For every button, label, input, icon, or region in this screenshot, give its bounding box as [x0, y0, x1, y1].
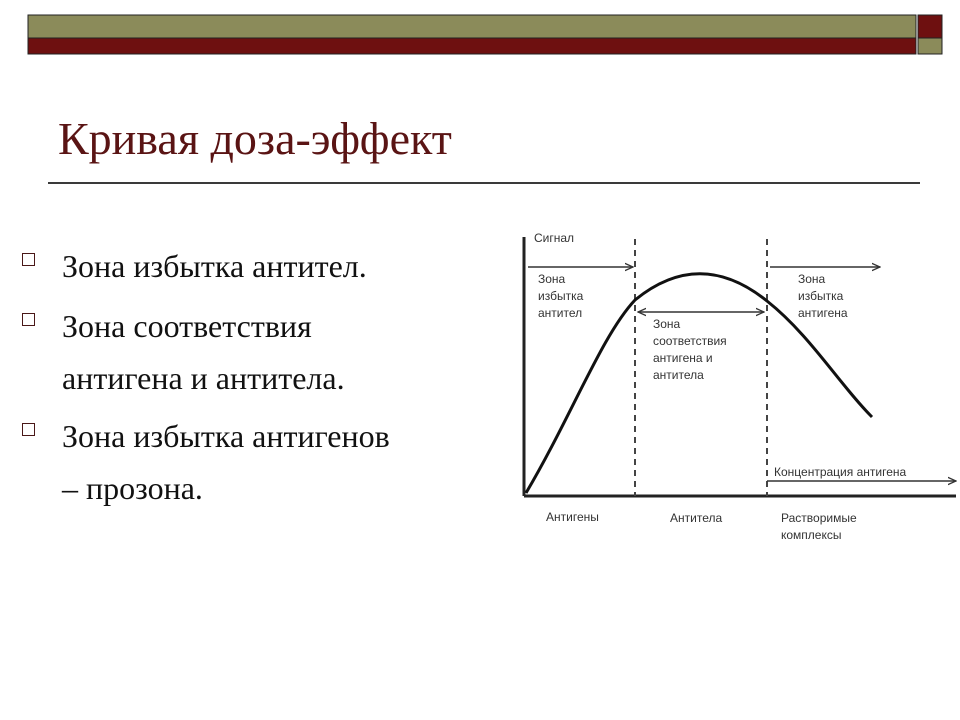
bullet-2-line-2: антигена и антитела.: [62, 360, 345, 396]
bullet-3-line-2: – прозона.: [62, 470, 203, 506]
zone-right-line-2: избытка: [798, 289, 844, 303]
zone-middle-line-1: Зона: [653, 317, 681, 331]
square-bullet-icon: [22, 253, 35, 266]
zone-right-line-1: Зона: [798, 272, 826, 286]
zone-left-line-2: избытка: [538, 289, 584, 303]
olive-corner-square: [918, 38, 942, 54]
maroon-corner-square: [918, 15, 942, 38]
bullet-2-line-1: Зона соответствия: [62, 308, 312, 344]
zone-middle-line-2: соответствия: [653, 334, 727, 348]
bullet-1-line-1: Зона избытка антител.: [62, 248, 367, 284]
zone-middle-line-4: антитела: [653, 368, 704, 382]
zone-right-line-3: антигена: [798, 306, 848, 320]
y-axis-label: Сигнал: [534, 231, 575, 245]
bottom-label-antigens: Антигены: [546, 510, 599, 524]
bottom-label-soluble-1: Растворимые: [781, 511, 857, 525]
zone-middle-line-3: антигена и: [653, 351, 713, 365]
dose-response-diagram: [510, 225, 960, 555]
bullet-3-line-1: Зона избытка антигенов: [62, 418, 390, 454]
zone-left-line-3: антител: [538, 306, 583, 320]
square-bullet-icon: [22, 423, 35, 436]
zone-left-line-1: Зона: [538, 272, 566, 286]
square-bullet-icon: [22, 313, 35, 326]
bottom-label-antibodies: Антитела: [670, 511, 723, 525]
slide-title: Кривая доза-эффект: [58, 113, 452, 164]
x-axis-label: Концентрация антигена: [774, 465, 907, 479]
bottom-label-soluble-2: комплексы: [781, 528, 842, 542]
